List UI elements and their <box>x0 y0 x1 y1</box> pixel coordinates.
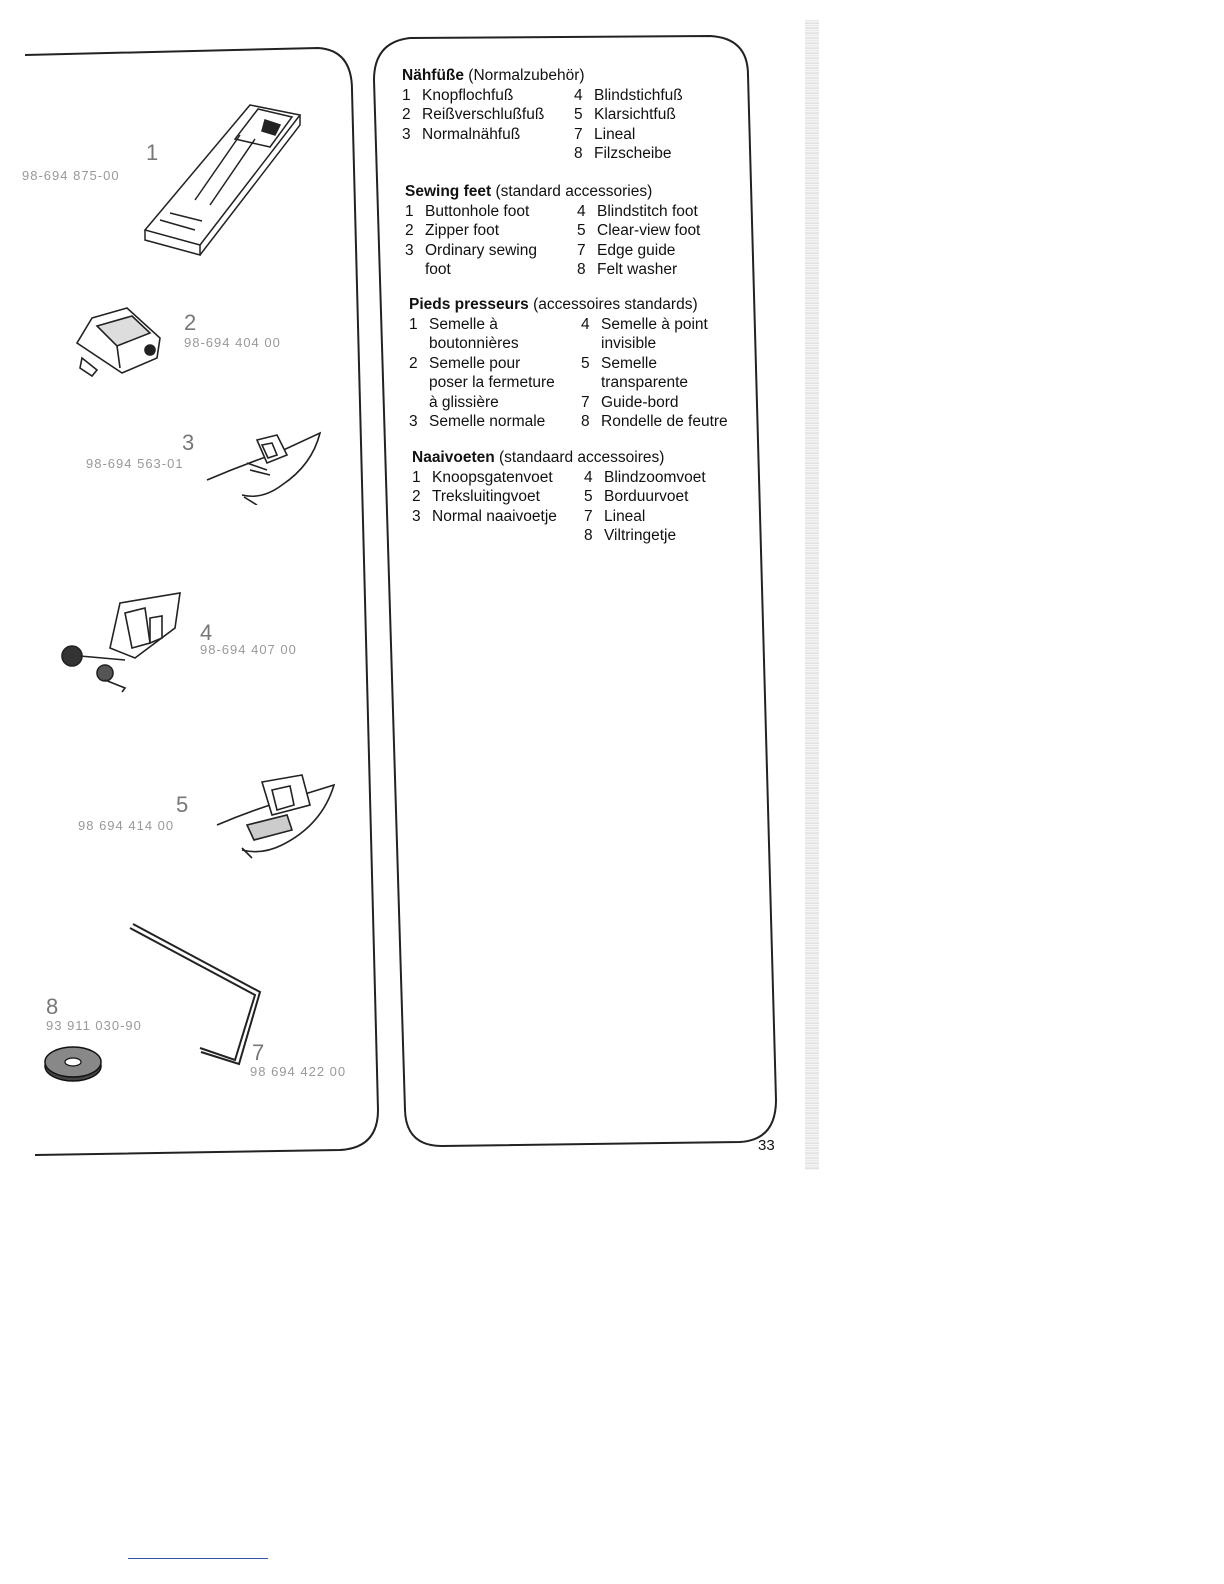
part-number: 98-694 563-01 <box>86 456 184 471</box>
legend-row: 8 Filzscheibe <box>574 145 672 162</box>
legend-table <box>405 202 700 280</box>
legend-row: 1 Semelle à 4 Semelle à point <box>409 315 708 333</box>
illustration-number: 5 <box>176 792 189 817</box>
legend-row: 2 Treksluitingvoet 5 Borduurvoet <box>412 488 689 505</box>
section-title: Pieds presseurs (accessoires standards) <box>409 296 698 313</box>
section-german <box>402 66 683 164</box>
legend-row: poser la fermeture transparente <box>429 374 689 391</box>
illustration-number: 4 <box>200 620 213 645</box>
illustration-number: 2 <box>184 310 197 335</box>
scan-edge-noise <box>805 20 819 1170</box>
blindstitch-foot-icon <box>50 588 190 698</box>
legend-row: boutonnières invisible <box>429 335 657 352</box>
illustration-number: 7 <box>252 1040 265 1065</box>
legend-table <box>409 315 728 432</box>
zipper-foot-icon <box>72 298 167 388</box>
part-number: 98-694 407 00 <box>200 642 297 657</box>
edge-guide-icon <box>125 920 265 1075</box>
legend-row: foot 8 Felt washer <box>425 261 678 278</box>
legend-row: à glissière 7 Guide-bord <box>429 393 679 411</box>
legend-row: 8 Viltringetje <box>584 527 677 544</box>
section-french <box>409 295 728 432</box>
illustration-number: 8 <box>46 994 59 1019</box>
illustration-number: 3 <box>182 430 195 455</box>
footer-divider <box>128 1558 268 1559</box>
legend-row: 1 Knoopsgatenvoet 4 Blindzoomvoet <box>412 468 706 486</box>
legend-row: 2 Reißverschlußfuß 5 Klarsichtfuß <box>402 106 676 123</box>
legend-row: 2 Semelle pour 5 Semelle <box>409 354 657 372</box>
legend-row: 1 Knopflochfuß 4 Blindstichfuß <box>402 86 683 104</box>
legend-row: 3 Normalnähfuß 7 Lineal <box>402 125 636 143</box>
part-number: 98-694 404 00 <box>184 335 281 350</box>
part-number: 98-694 875-00 <box>22 168 120 183</box>
section-title: Nähfüße (Normalzubehör) <box>402 67 585 84</box>
part-number: 93 911 030-90 <box>46 1018 142 1033</box>
part-number: 98 694 422 00 <box>250 1064 347 1079</box>
legend-table <box>412 468 706 546</box>
page-number: 33 <box>758 1137 775 1154</box>
section-dutch <box>412 448 706 546</box>
buttonhole-foot-icon <box>140 95 320 265</box>
legend-table <box>402 86 683 164</box>
ordinary-sewing-foot-icon <box>202 425 327 510</box>
legend-row: 3 Ordinary sewing 7 Edge guide <box>405 241 676 259</box>
felt-washer-icon <box>42 1044 104 1089</box>
illustration-number: 1 <box>146 140 159 165</box>
part-number: 98 694 414 00 <box>78 818 175 833</box>
clear-view-foot-icon <box>212 770 342 865</box>
legend-row: 2 Zipper foot 5 Clear-view foot <box>405 222 701 239</box>
section-title: Naaivoeten (standaard accessoires) <box>412 449 665 466</box>
legend-row: 3 Semelle normale 8 Rondelle de feutre <box>409 413 728 430</box>
legend-row: 1 Buttonhole foot 4 Blindstitch foot <box>405 202 698 220</box>
section-english <box>405 182 700 280</box>
section-title: Sewing feet (standard accessories) <box>405 183 653 200</box>
legend-row: 3 Normal naaivoetje 7 Lineal <box>412 507 646 525</box>
